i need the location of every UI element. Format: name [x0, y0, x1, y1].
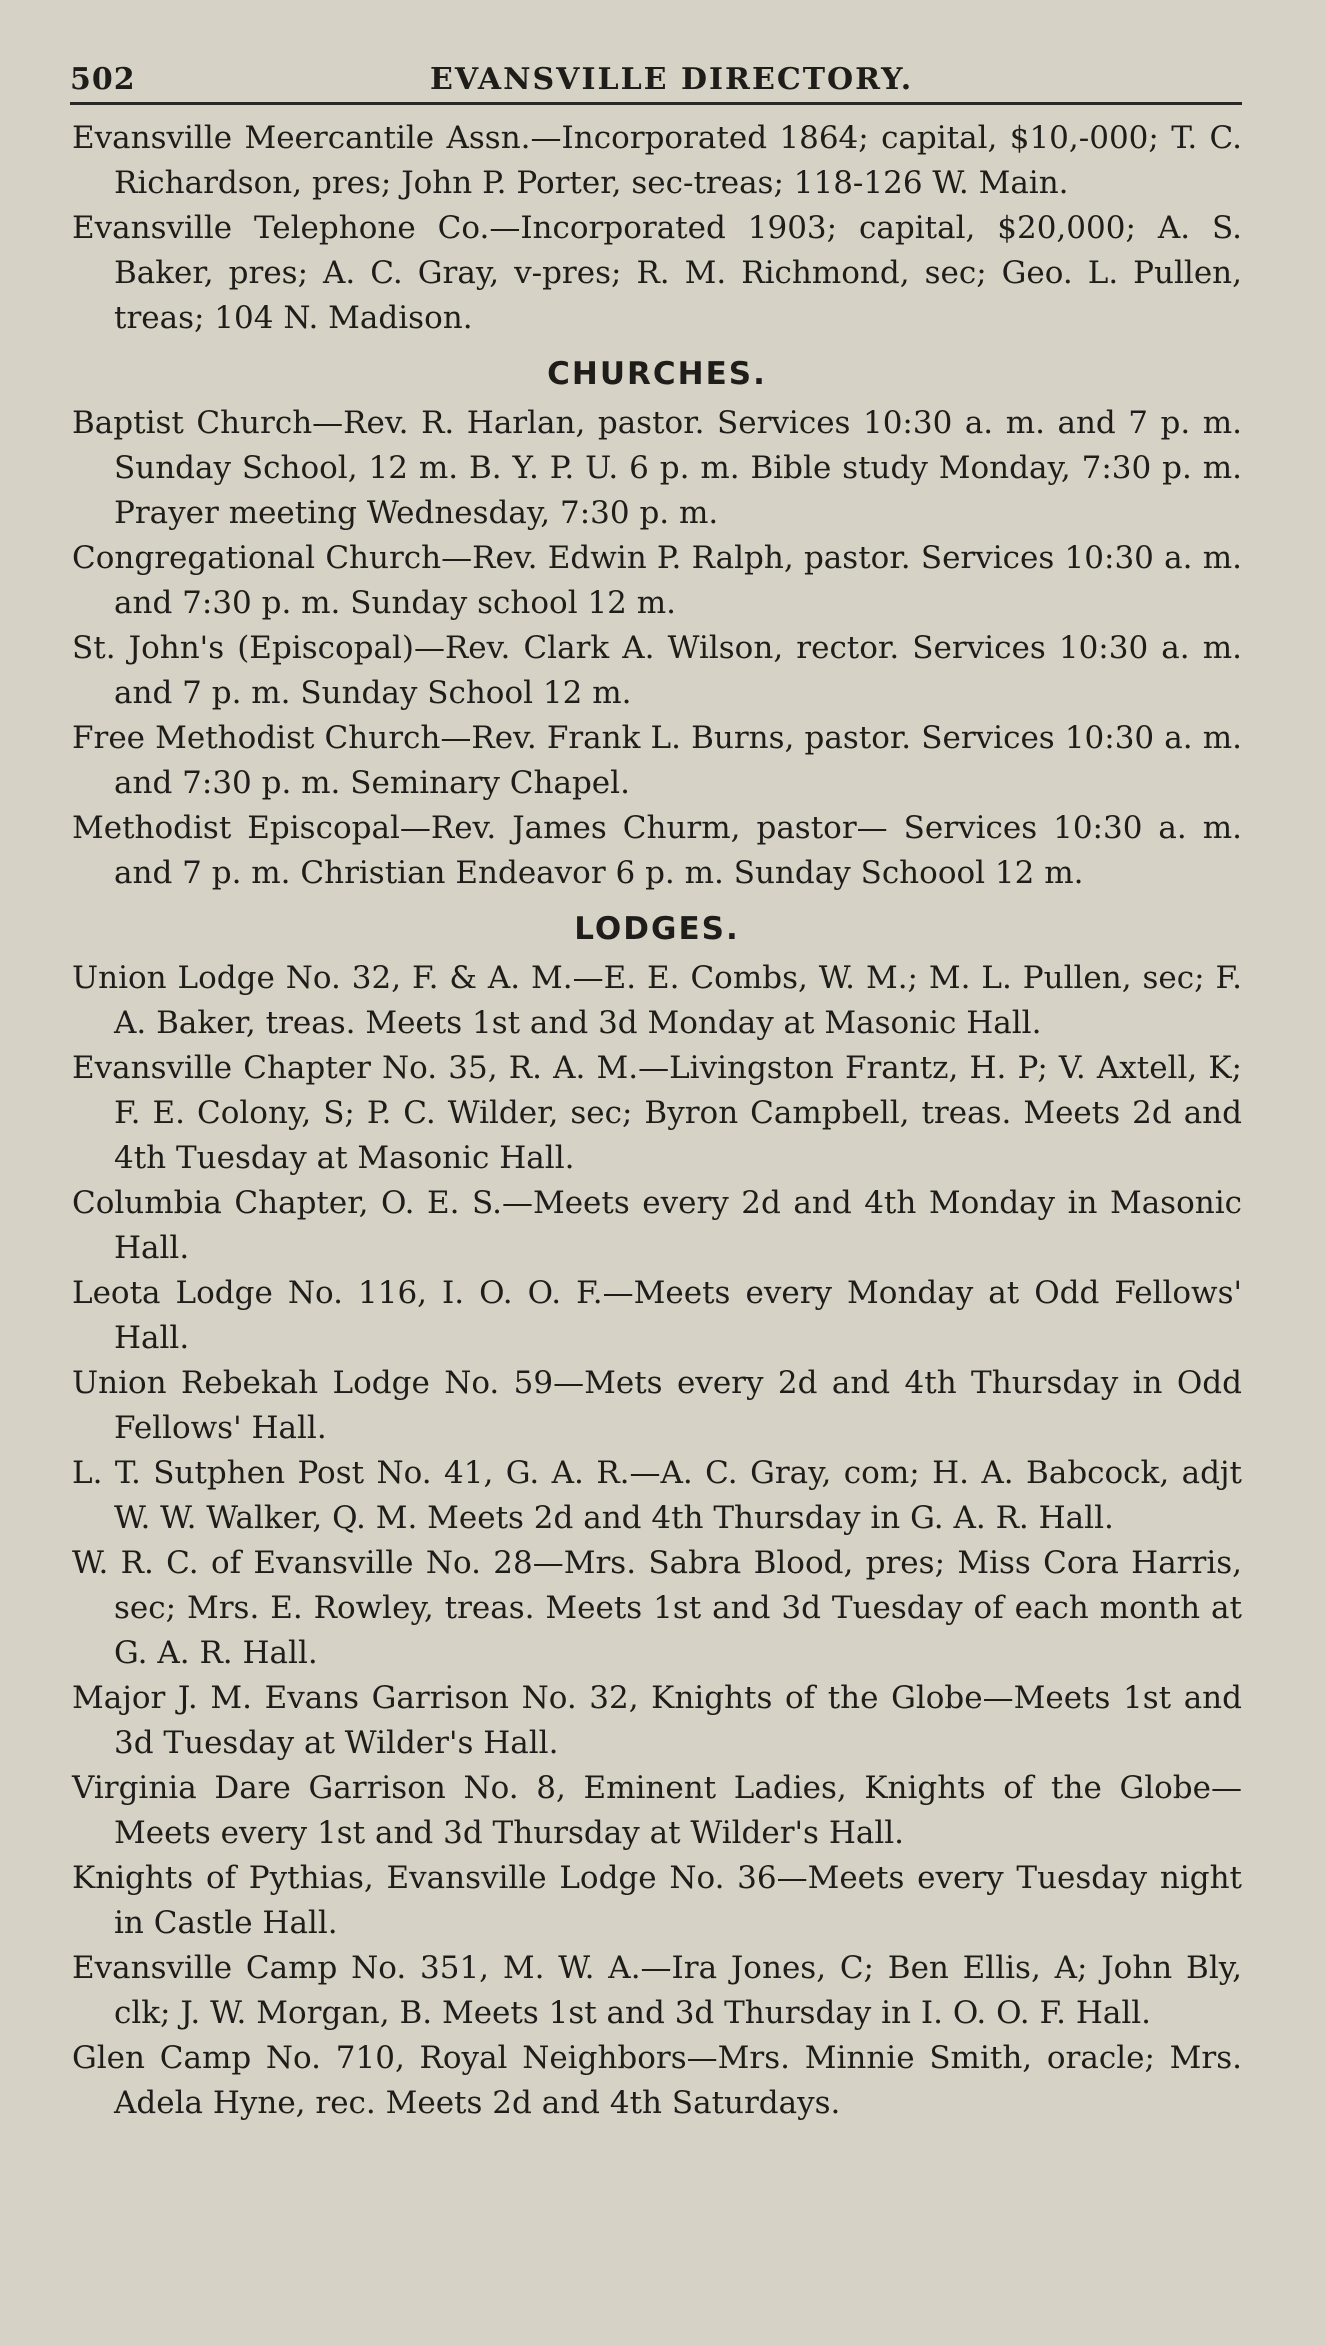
page-header — [70, 58, 1242, 105]
entry-congregational-church: Congregational Church—Rev. Edwin P. Ralph, pastor. Services 10:30 a. m. and 7:30 p. m. Sunday school 12 m. — [72, 540, 1242, 621]
running-head: EVANSVILLE DIRECTORY. — [430, 62, 914, 97]
entry-evansville-camp: Evansville Camp No. 351, M. W. A.—Ira Jones, C; Ben Ellis, A; John Bly, clk; J. W. Morgan, B. Meets 1st and 3d Thursday in I. O. O. F. Hall. — [72, 1950, 1242, 2031]
entry-free-methodist-church: Free Methodist Church—Rev. Frank L. Burns, pastor. Services 10:30 a. m. and 7:30 p. m. Seminary Chapel. — [72, 720, 1242, 801]
entry-sutphen-post: L. T. Sutphen Post No. 41, G. A. R.—A. C. Gray, com; H. A. Babcock, adjt W. W. Walker, Q. M. Meets 2d and 4th Thursday in G. A. R. Hall. — [72, 1455, 1242, 1536]
section-title-lodges: LODGES. — [574, 911, 740, 947]
entry-baptist-church: Baptist Church—Rev. R. Harlan, pastor. Services 10:30 a. m. and 7 p. m. Sunday School, 12 m. B. Y. P. U. 6 p. m. Bible study Monday, 7:30 p. m. Prayer meeting Wednesday, 7:30 p. m. — [72, 405, 1242, 531]
page-content — [72, 116, 1242, 2126]
entry-virginia-dare-garrison: Virginia Dare Garrison No. 8, Eminent Ladies, Knights of the Globe—Meets every 1st and 3d Thursday at Wilder's Hall. — [72, 1770, 1242, 1851]
entry-columbia-chapter: Columbia Chapter, O. E. S.—Meets every 2d and 4th Monday in Masonic Hall. — [72, 1185, 1242, 1266]
entry-evansville-chapter: Evansville Chapter No. 35, R. A. M.—Livingston Frantz, H. P; V. Axtell, K; F. E. Colony, S; P. C. Wilder, sec; Byron Campbell, treas. Meets 2d and 4th Tuesday at Masonic Hall. — [72, 1050, 1242, 1176]
page-number: 502 — [70, 62, 136, 97]
section-title-churches: CHURCHES. — [547, 356, 767, 392]
entry-union-rebekah-lodge: Union Rebekah Lodge No. 59—Mets every 2d and 4th Thursday in Odd Fellows' Hall. — [72, 1365, 1242, 1446]
entry-wrc-evansville: W. R. C. of Evansville No. 28—Mrs. Sabra Blood, pres; Miss Cora Harris, sec; Mrs. E. Rowley, treas. Meets 1st and 3d Tuesday of each month at G. A. R. Hall. — [72, 1545, 1242, 1671]
entry-methodist-episcopal: Methodist Episcopal—Rev. James Churm, pastor— Services 10:30 a. m. and 7 p. m. Christian Endeavor 6 p. m. Sunday Schoool 12 m. — [72, 810, 1242, 891]
entry-evansville-mercantile: Evansville Meercantile Assn.—Incorporated 1864; capital, $10,-000; T. C. Richardson, pres; John P. Porter, sec-treas; 118-126 W. Main. — [72, 120, 1242, 201]
entry-st-johns-episcopal: St. John's (Episcopal)—Rev. Clark A. Wilson, rector. Services 10:30 a. m. and 7 p. m. Sunday School 12 m. — [72, 630, 1242, 711]
entry-evans-garrison: Major J. M. Evans Garrison No. 32, Knights of the Globe—Meets 1st and 3d Tuesday at Wilder's Hall. — [72, 1680, 1242, 1761]
entry-glen-camp: Glen Camp No. 710, Royal Neighbors—Mrs. Minnie Smith, oracle; Mrs. Adela Hyne, rec. Meets 2d and 4th Saturdays. — [72, 2040, 1242, 2121]
entry-knights-of-pythias: Knights of Pythias, Evansville Lodge No. 36—Meets every Tuesday night in Castle Hall. — [72, 1860, 1242, 1941]
entry-evansville-telephone: Evansville Telephone Co.—Incorporated 1903; capital, $20,000; A. S. Baker, pres; A. C. Gray, v-pres; R. M. Richmond, sec; Geo. L. Pullen, treas; 104 N. Madison. — [72, 210, 1242, 336]
entry-leota-lodge: Leota Lodge No. 116, I. O. O. F.—Meets every Monday at Odd Fellows' Hall. — [72, 1275, 1242, 1356]
entry-union-lodge: Union Lodge No. 32, F. & A. M.—E. E. Combs, W. M.; M. L. Pullen, sec; F. A. Baker, treas. Meets 1st and 3d Monday at Masonic Hall. — [72, 960, 1242, 1041]
